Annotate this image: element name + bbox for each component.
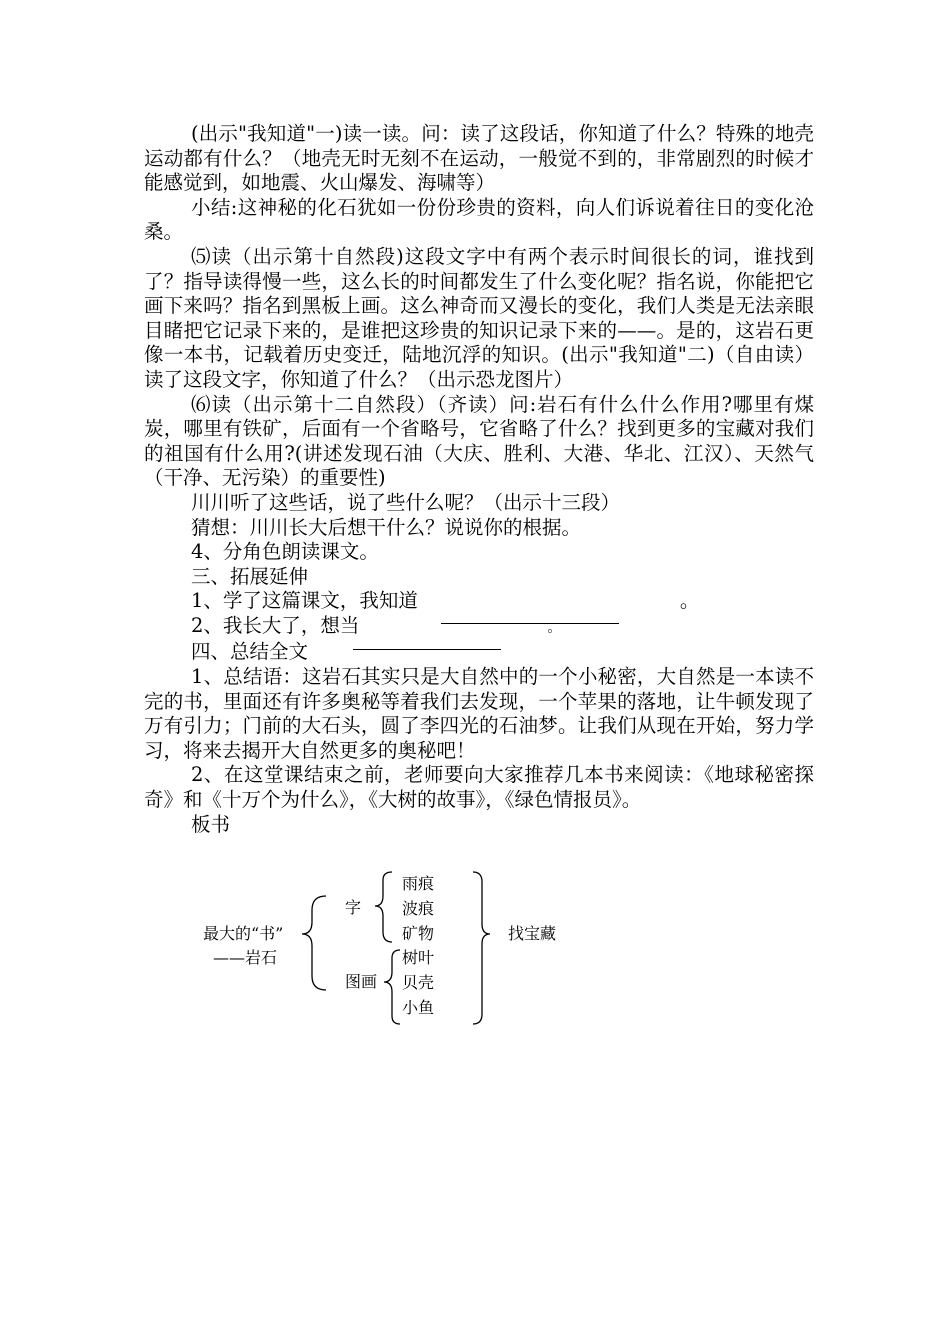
fill-item-1-text: 1、学了这篇课文，我知道 — [191, 589, 418, 613]
board-result: 找宝藏 — [508, 924, 557, 943]
board-title: 最大的“书” — [203, 924, 284, 943]
board-item: 树叶 — [402, 948, 435, 967]
paragraph-chuanchuan: 川川听了这些话，说了些什么呢？（出示十三段） — [191, 490, 621, 514]
fill-item-1 — [144, 589, 814, 614]
paragraph-role-read: 4、分角色朗读课文。 — [191, 540, 379, 564]
board-subtitle: ——岩石 — [213, 948, 278, 967]
fill-item-2-text: 2、我长大了，想当 — [191, 613, 360, 637]
fill-item-2-end: 。 — [547, 619, 562, 636]
fill-item-2 — [144, 614, 814, 641]
paragraph-guess: 猜想：川川长大后想干什么？说说你的根据。 — [191, 515, 582, 539]
board-branch-picture: 图画 — [345, 972, 378, 991]
heading-summary — [144, 640, 814, 665]
fill-blank-3-line — [353, 649, 501, 650]
fill-blank-2-line — [441, 623, 619, 624]
paragraph-read-5: ⑸读（出示第十自然段)这段文字中有两个表示时间很长的词，谁找到了？指导读得慢一些，这么长的时间都发生了什么变化呢？指名说，你能把它画下来吗？指名到黑板上画。这么神奇而又漫长的变化，我们人类是无法亲眼目睹把它记录下来的，是谁把这珍贵的知识记录下来的——。是的，这岩石更像一本书，记载着历史变迁，陆地沉浮的知识。(出示"我知道"二)（自由读）读了这段文字，你知道了什么？（出示恐龙图片） — [144, 244, 814, 391]
fill-item-1-end: 。 — [679, 589, 700, 613]
board-item: 波痕 — [402, 899, 435, 918]
board-item: 矿物 — [402, 924, 435, 943]
board-item: 小鱼 — [402, 998, 435, 1017]
heading-extend: 三、拓展延伸 — [191, 564, 309, 588]
heading-summary-text: 四、总结全文 — [191, 640, 309, 664]
document-body — [144, 122, 814, 837]
paragraph-summary: 小结:这神秘的化石犹如一份份珍贵的资料，向人们诉说着往日的变化沧桑。 — [144, 195, 814, 244]
paragraph-recommend: 2、在这堂课结束之前，老师要向大家推荐几本书来阅读：《地球秘密探奇》和《十万个为什么》，《大树的故事》，《绿色情报员》。 — [144, 763, 814, 812]
paragraph-read-6: ⑹读（出示第十二自然段）（齐读）问:岩石有什么什么作用?哪里有煤炭，哪里有铁矿，后面有一个省略号，它省略了什么？找到更多的宝藏对我们的祖国有什么用?(讲述发现石油（大庆、胜利、大港、华北、江汉）、天然气（干净、无污染）的重要性) — [144, 392, 814, 490]
paragraph-know-1: (出示"我知道"一)读一读。问：读了这段话，你知道了什么？特殊的地壳运动都有什么？（地壳无时无刻不在运动，一般觉不到的，非常剧烈的时候才能感觉到，如地震、火山爆发、海啸等） — [144, 122, 814, 195]
board-branch-character: 字 — [345, 898, 362, 917]
board-label: 板书 — [191, 812, 231, 836]
paragraph-conclusion: 1、总结语：这岩石其实只是大自然中的一个小秘密，大自然是一本读不完的书，里面还有许多奥秘等着我们去发现，一个苹果的落地，让牛顿发现了万有引力；门前的大石头，圆了李四光的石油梦。让我们从现在开始，努力学习，将来去揭开大自然更多的奥秘吧！ — [144, 665, 814, 762]
board-item: 雨痕 — [402, 874, 435, 893]
board-item: 贝壳 — [402, 973, 435, 992]
